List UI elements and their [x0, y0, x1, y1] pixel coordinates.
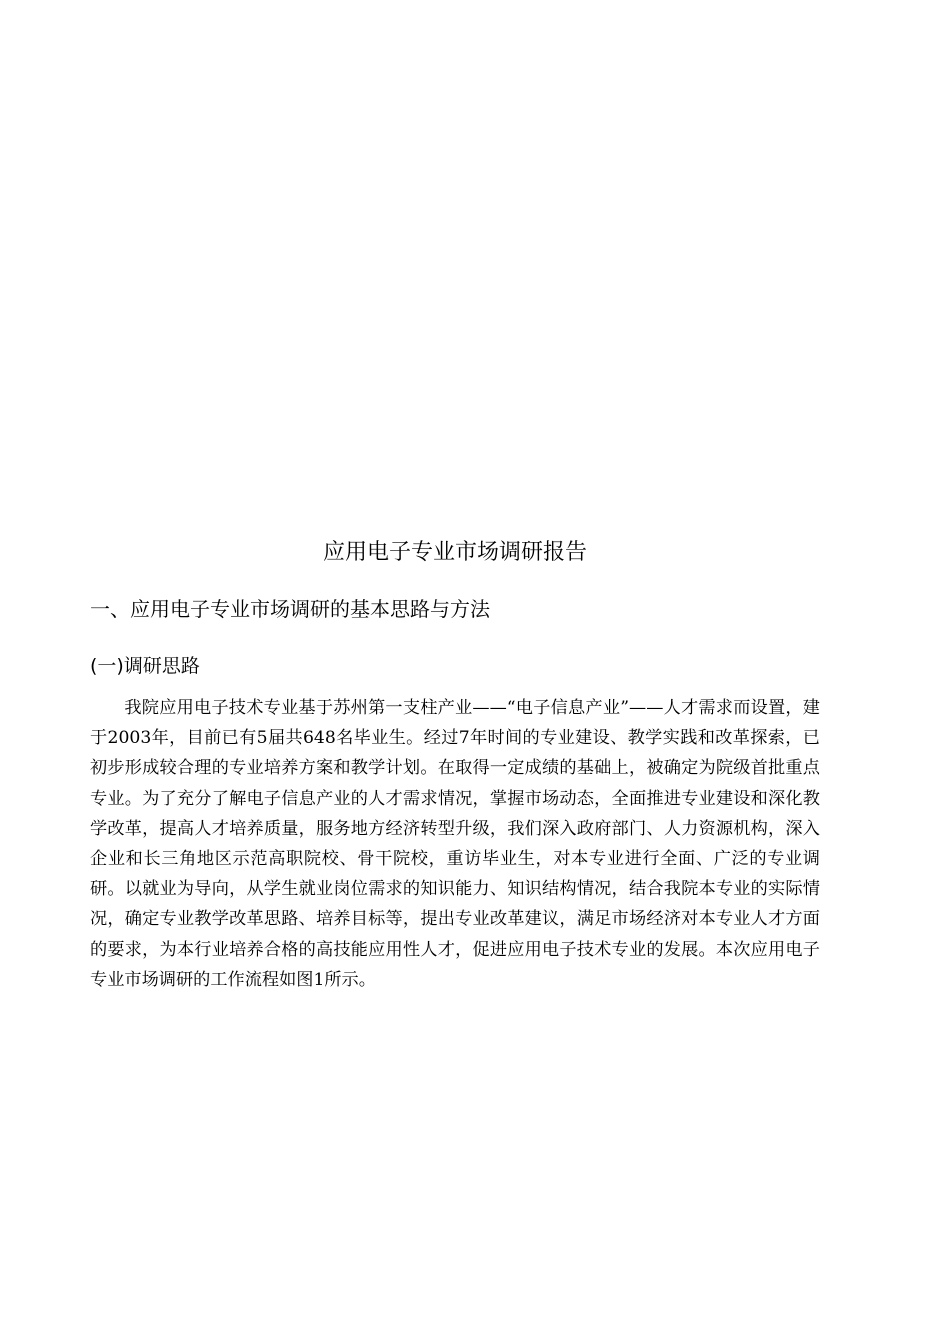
document-title: 应用电子专业市场调研报告 [322, 540, 587, 565]
section-heading: 一、应用电子专业市场调研的基本思路与方法 [90, 597, 490, 621]
body-paragraph: 我院应用电子技术专业基于苏州第一支柱产业——“电子信息产业”——人才需求而设置，建于2003年，目前已有5届共648名毕业生。经过7年时间的专业建设、教学实践和改革探索，已初步形成较合理的专业培养方案和教学计划。在取得一定成绩的基础上，被确定为院级首批重点专业。为了充分了解电子信息产业的人才需求情况，掌握市场动态，全面推进专业建设和深化教学改革，提高人才培养质量，服务地方经济转型升级，我们深入政府部门、人力资源机构，深入企业和长三角地区示范高职院校、骨干院校，重访毕业生，对本专业进行全面、广泛的专业调研。以就业为导向，从学生就业岗位需求的知识能力、知识结构情况，结合我院本专业的实际情况，确定专业教学改革思路、培养目标等，提出专业改革建议，满足市场经济对本专业人才方面的要求，为本行业培养合格的高技能应用性人才，促进应用电子技术专业的发展。本次应用电子专业市场调研的工作流程如图1所示。 [90, 698, 820, 990]
sub-heading: (一)调研思路 [90, 655, 200, 677]
